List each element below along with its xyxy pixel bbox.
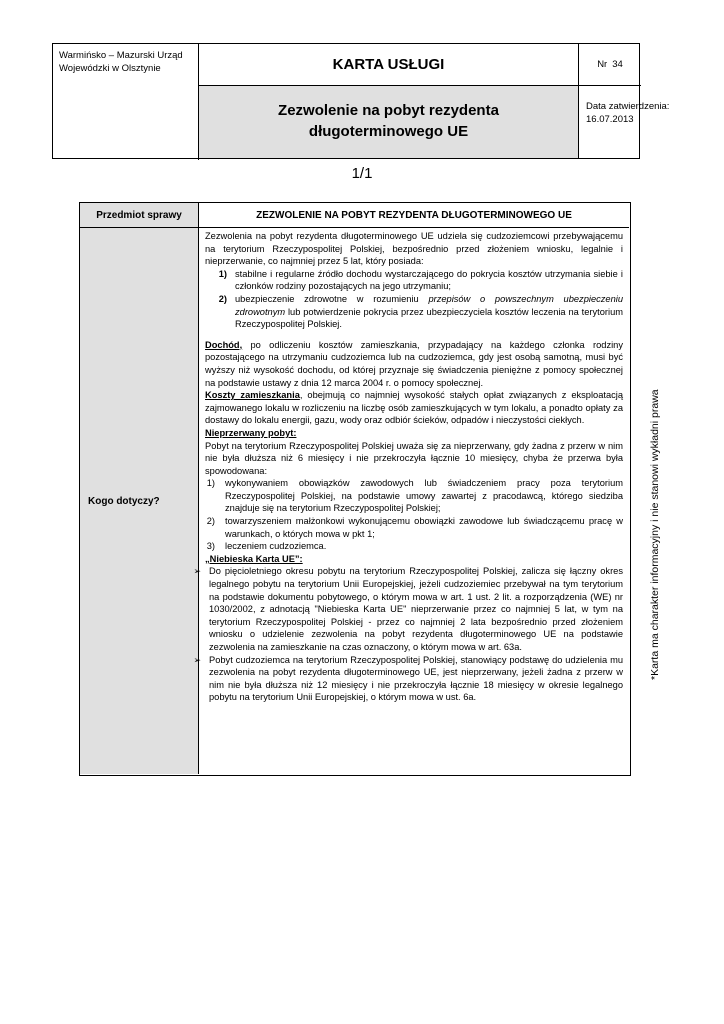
org-line-1: Warmińsko – Mazurski Urząd: [59, 50, 183, 61]
disclaimer-note: *Karta ma charakter informacyjny i nie stanowi wykładni prawa: [649, 389, 661, 680]
approval-date: [579, 86, 670, 158]
subject-line-1: Zezwolenie na pobyt rezydenta: [278, 102, 499, 119]
list-item: [205, 515, 623, 540]
stay-paragraph: Pobyt na terytorium Rzeczypospolitej Polskiej uważa się za nieprzerwany, gdy żadna z przerw w nim nie była dłuższa niż 6 miesięcy i nie przekroczyła łącznie 10 miesięcy, chyba że przerwa była spowodowana:: [205, 440, 623, 476]
stay-exceptions-list: [205, 477, 623, 553]
stay-heading: Nieprzerwany pobyt:: [205, 427, 297, 438]
list-number: 1): [218, 268, 227, 279]
approval-date-label: Data zatwierdzenia:: [586, 101, 670, 112]
list-item: [205, 293, 623, 331]
page-number: 1/1: [351, 165, 373, 182]
list-text: Pobyt cudzoziemca na terytorium Rzeczypospolitej Polskiej, stanowiący podstawę do udzielenia mu zezwolenia na pobyt rezydenta długoterminowego UE, jest nieprzerwany, jeżeli żadna z przerw w nim nie była dłuższa niż 12 miesięcy i nie przekroczyła łącznie 18 miesięcy w okresie legalnego pobytu na terytorium Unii Europejskiej, o którym mowa w ust. 6a.: [209, 654, 623, 703]
list-text: towarzyszeniem małżonkowi wykonującemu obowiązki zawodowe lub świadczącemu pracę w warunkach, o których mowa w pkt 1;: [225, 516, 623, 539]
applies-to-label: Kogo dotyczy?: [80, 228, 199, 774]
list-item: [205, 477, 623, 515]
conditions-list: [205, 268, 623, 331]
list-item: [205, 268, 623, 293]
header-table: [52, 43, 670, 159]
subject-label: Przedmiot sprawy: [80, 203, 199, 227]
costs-term: Koszty zamieszkania: [205, 390, 300, 401]
list-text: ubezpieczenie zdrowotne w rozumieniu przepisów o powszechnym ubezpieczeniu zdrowotnym lub potwierdzenie pokrycia przez ubezpieczyciela kosztów leczenia na terytorium Rzeczypospolitej Polskiej.: [235, 293, 623, 330]
card-number-value: 34: [612, 59, 623, 70]
applies-to-content: [193, 228, 629, 774]
income-term: Dochód,: [205, 339, 243, 350]
arrow-bullet-icon: ➢: [193, 566, 201, 577]
approval-date-value: 16.07.2013: [586, 114, 634, 125]
income-paragraph: Dochód, po odliczeniu kosztów zamieszkania, przypadający na każdego członka rodziny pozostającego na utrzymaniu cudzoziemca lub na cudzoziemca, gdy jest osobą samotną, musi być wyższy niż wysokość dochodu, od której przyznaje się świadczenia pieniężne z pomocy społecznej na podstawie ustawy z dnia 12 marca 2004 r. o pomocy społecznej.: [205, 339, 623, 388]
list-text: Do pięcioletniego okresu pobytu na terytorium Rzeczypospolitej Polskiej, zalicza się łączny okres legalnego pobytu na terytorium Unii Europejskiej, jeżeli cudzoziemiec przebywał na tym terytorium na podstawie dokumentu pobytowego, o którym mowa w art. 1 ust. 2 lit. a rozporządzenia (WE) nr 1030/2002, z adnotacją "Niebieska Karta UE" nieprzerwanie przez co najmniej 5 lat, w tym na terytorium Rzeczypospolitej Polskiej - przez co najmniej 2 lata bezpośrednio przed złożeniem wniosku o udzielenie zezwolenia na pobyt rezydenta długoterminowego UE na podstawie zezwolenia na zamieszkanie na czas oznaczony, o którym mowa w art. 63a.: [209, 566, 623, 652]
intro-paragraph: Zezwolenia na pobyt rezydenta długoterminowego UE udziela się cudzoziemcowi przebywającemu na terytorium Rzeczypospolitej Polskiej, bezpośrednio przed złożeniem wniosku, legalnie i nieprzerwanie, co najmniej przez 5 lat, który posiada:: [205, 231, 623, 267]
subject-value: ZEZWOLENIE NA POBYT REZYDENTA DŁUGOTERMINOWEGO UE: [256, 209, 572, 221]
card-subject: [199, 86, 579, 158]
org-line-2: Wojewódzki w Olsztynie: [59, 63, 161, 74]
list-item: [191, 654, 623, 704]
costs-paragraph: Koszty zamieszkania, obejmują co najmniej wysokość stałych opłat związanych z eksploatacją zajmowanego lokalu w rozliczeniu na liczbę osób zamieszkujących w tym lokalu, a ponadto opłaty za dostawy do lokalu energii, gazu, wody oraz odbiór ścieków, odpadów i nieczystości ciekłych.: [205, 390, 623, 426]
blue-card-heading: „Niebieska Karta UE”:: [205, 553, 303, 564]
service-table: [79, 202, 631, 776]
list-number: 2): [206, 516, 215, 527]
list-text: leczeniem cudzoziemca.: [225, 541, 327, 552]
list-number: 3): [206, 541, 215, 552]
list-item: [191, 565, 623, 653]
list-number: 2): [218, 293, 227, 304]
list-text: stabilne i regularne źródło dochodu wystarczającego do pokrycia kosztów utrzymania siebie i członków rodziny pozostających na jego utrzymaniu;: [235, 268, 623, 292]
list-item: [205, 540, 623, 553]
card-title: KARTA USŁUGI: [199, 44, 579, 86]
arrow-bullet-icon: ➢: [193, 654, 201, 665]
card-number: [579, 44, 641, 86]
organization-cell: [53, 44, 199, 160]
card-number-label: Nr: [597, 59, 608, 70]
subject-line-2: długoterminowego UE: [308, 123, 469, 140]
list-text: wykonywaniem obowiązków zawodowych lub świadczeniem pracy poza terytorium Rzeczypospolitej Polskiej, na podstawie umowy zawartej z pracodawcą, którego siedziba znajduje się na terytorium Rzeczypospolitej Polskiej;: [225, 478, 623, 514]
table-row: [80, 203, 629, 228]
blue-card-list: [193, 565, 623, 704]
list-number: 1): [206, 478, 215, 489]
